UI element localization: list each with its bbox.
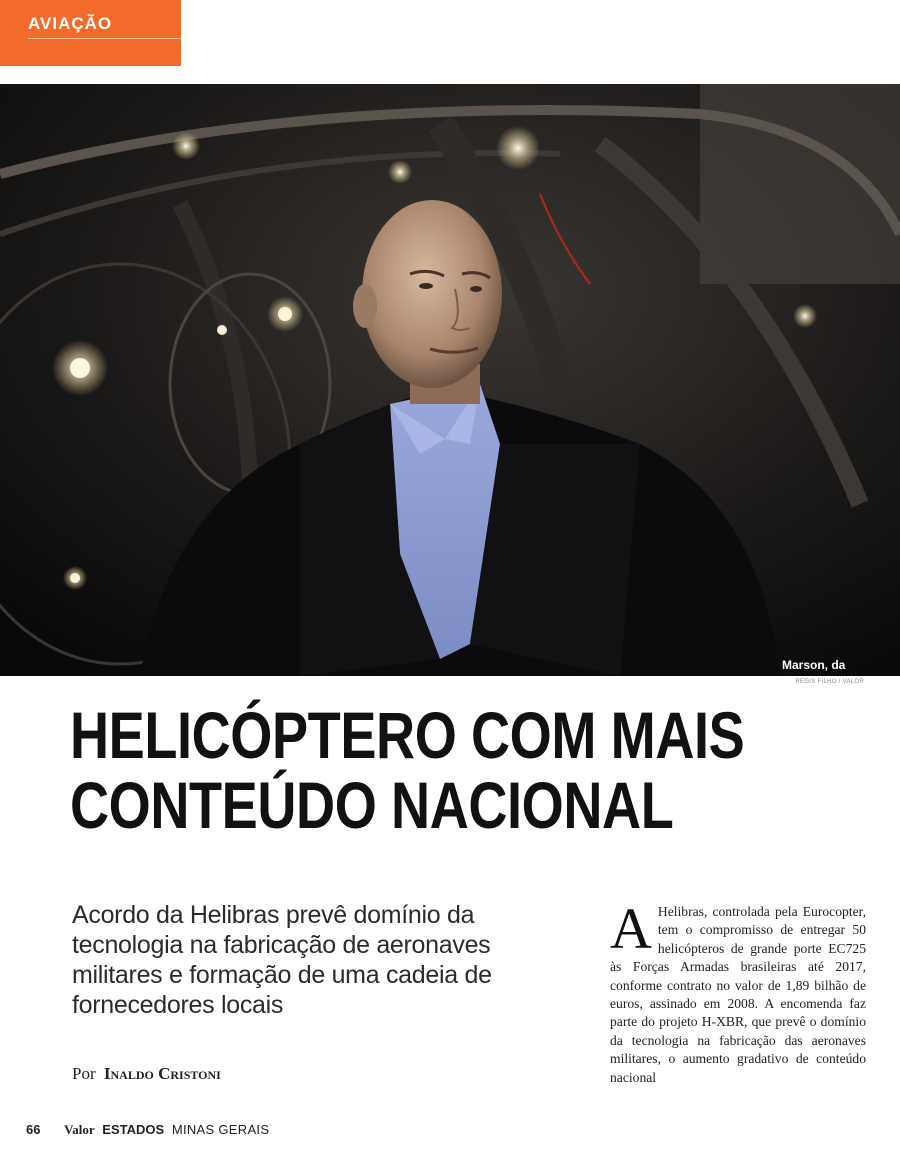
page-number: 66	[26, 1122, 41, 1137]
dek: Acordo da Helibras prevê domínio da tecnologia na fabricação de aeronaves militares e formação de uma cadeia de fornecedores locais	[72, 901, 492, 1019]
headline-line-1: HELICÓPTERO COM MAIS	[70, 698, 745, 772]
section-rule	[28, 38, 181, 39]
drop-cap: A	[610, 896, 652, 961]
footer-region: MINAS GERAIS	[171, 1122, 270, 1137]
footer-section: ESTADOS	[102, 1122, 165, 1137]
hero-photo	[0, 84, 900, 676]
body-text: Helibras, controlada pela Eurocopter, tem o compromisso de entregar 50 helicópteros de grande porte EC725 às Forças Armadas brasileiras até 2017, conforme contrato no valor de 1,89 bilhão de euros, assinado em 2008. A encomenda faz parte do projeto H-XBR, que prevê o domínio da tecnologia na fabricação das aeronaves militares, o aumento gradativo de conteúdo nacional	[610, 904, 866, 1085]
byline-prefix: Por	[72, 1064, 96, 1083]
section-label: AVIAÇÃO	[28, 14, 113, 33]
body-column	[610, 896, 866, 1087]
headline-line-2: CONTEÚDO NACIONAL	[70, 768, 674, 842]
byline	[72, 1064, 221, 1084]
footer-brand: Valor	[64, 1122, 95, 1137]
photo-credit: REGIS FILHO / VALOR	[795, 679, 864, 685]
photo-illustration	[0, 84, 900, 676]
section-tab	[0, 0, 181, 66]
byline-author: Inaldo Cristoni	[103, 1064, 221, 1083]
headline	[70, 698, 745, 842]
photo-caption: Marson, da	[782, 658, 846, 672]
page-footer	[26, 1122, 269, 1138]
